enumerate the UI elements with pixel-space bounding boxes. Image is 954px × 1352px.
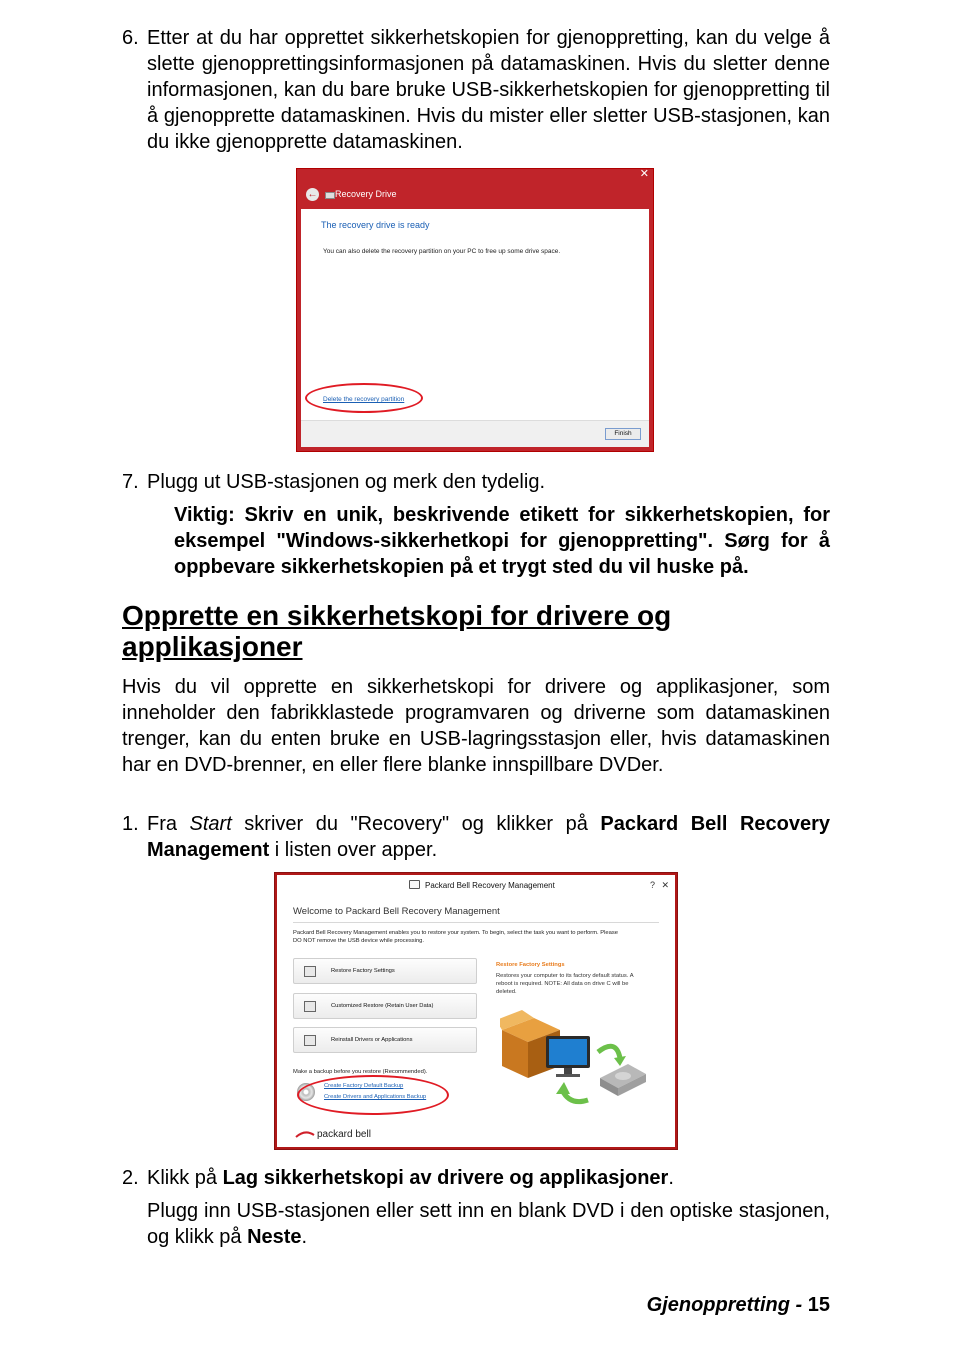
dialog-body: You can also delete the recovery partition on your PC to free up some drive space. xyxy=(323,248,561,255)
start-term: Start xyxy=(189,813,232,835)
create-drivers-applications-backup-link[interactable]: Create Drivers and Applications Backup xyxy=(324,1094,427,1100)
step-text: Etter at du har opprettet sikkerhetskopien for gjenoppretting, kan du velge å slette gjenopprettingsinformasjonen på datamaskinen. Hvis du sletter denne informasjonen, kan du bare bruke USB-sikkerhetskopien for gjenoppretting til å gjenopprette datamaskinen. Hvis du mister eller sletter USB-stasjonen, kan du ikke gjenopprette datamaskinen. xyxy=(147,27,830,153)
step-2 xyxy=(122,1165,830,1191)
window-title: Packard Bell Recovery Management xyxy=(425,881,555,890)
restore-factory-settings-button[interactable] xyxy=(293,958,477,984)
recovery-illustration-icon xyxy=(500,1008,660,1108)
intro-line: Packard Bell Recovery Management enables you to restore your system. To begin, select the task you want to perform. Please xyxy=(293,930,619,936)
option-label: Reinstall Drivers or Applications xyxy=(331,1037,413,1043)
description-line: Restores your computer to its factory default status. A xyxy=(496,973,634,979)
intro-text xyxy=(293,929,618,945)
recovery-management-screenshot xyxy=(274,872,678,1150)
divider xyxy=(293,922,659,923)
window-frame xyxy=(297,181,301,451)
intro-line: DO NOT remove the USB device while processing. xyxy=(293,938,425,944)
close-icon[interactable]: ✕ xyxy=(661,880,669,890)
step-text xyxy=(147,1165,830,1191)
packard-bell-logo-icon xyxy=(295,1131,315,1139)
window-frame xyxy=(297,447,653,451)
help-icon[interactable]: ? xyxy=(649,880,655,890)
highlight-circle xyxy=(305,383,423,413)
restore-icon xyxy=(304,966,316,977)
next-button-name: Neste xyxy=(247,1226,302,1248)
footer-label: Gjenoppretting - xyxy=(646,1294,803,1316)
app-icon xyxy=(409,880,420,889)
restore-title: Restore Factory Settings xyxy=(496,962,565,968)
step-number: 1. xyxy=(122,813,139,835)
section-heading: Opprette en sikkerhetskopi for drivere og applikasjoner xyxy=(122,600,672,662)
step-text: Plugg ut USB-stasjonen og merk den tydelig. xyxy=(147,471,545,493)
dialog-heading: The recovery drive is ready xyxy=(321,220,430,230)
text-run: . xyxy=(301,1226,308,1248)
description-line: reboot is required. NOTE: All data on drive C will be xyxy=(496,981,629,987)
logo-text: packard bell xyxy=(317,1129,371,1140)
recovery-drive-screenshot xyxy=(296,168,654,452)
app-name: Packard Bell Recovery Management xyxy=(147,813,830,861)
step-1 xyxy=(122,811,830,863)
reinstall-icon xyxy=(304,1035,316,1046)
drive-icon xyxy=(325,192,335,199)
step-number: 6. xyxy=(122,27,139,49)
option-label: Customized Restore (Retain User Data) xyxy=(331,1003,434,1009)
step-number: 7. xyxy=(122,471,139,493)
restore-description xyxy=(496,972,634,996)
text-run: Fra xyxy=(147,813,190,835)
backup-header: Make a backup before you restore (Recommended). xyxy=(293,1069,428,1075)
close-icon[interactable]: ✕ xyxy=(639,168,649,180)
back-arrow-icon[interactable]: ← xyxy=(307,189,318,200)
reinstall-drivers-button[interactable] xyxy=(293,1027,477,1053)
delete-recovery-partition-link[interactable]: Delete the recovery partition xyxy=(323,396,405,403)
text-run: i listen over apper. xyxy=(269,839,438,861)
title-bar xyxy=(301,181,649,209)
window-title: Recovery Drive xyxy=(335,189,397,199)
restore-icon xyxy=(304,1001,316,1012)
option-label: Restore Factory Settings xyxy=(331,968,395,974)
create-factory-default-backup-link[interactable]: Create Factory Default Backup xyxy=(324,1083,404,1089)
important-note: Viktig: Skriv en unik, beskrivende etikett for sikkerhetskopien, for eksempel "Windows-sikkerhetkopi for gjenoppretting". Sørg for å oppbevare sikkerhetskopien på et trygt sted du vil huske på. xyxy=(174,504,830,578)
page-number: 15 xyxy=(807,1294,830,1316)
step-text xyxy=(147,811,830,863)
highlight-circle xyxy=(297,1075,449,1115)
page-footer xyxy=(647,1293,830,1317)
welcome-heading: Welcome to Packard Bell Recovery Management xyxy=(293,906,500,917)
text-run: skriver du "Recovery" og klikker på xyxy=(231,813,601,835)
window-frame xyxy=(649,181,653,451)
step-number: 2. xyxy=(122,1167,139,1189)
window-frame xyxy=(297,169,653,181)
intro-paragraph: Hvis du vil opprette en sikkerhetskopi for drivere og applikasjoner, som inneholder den fabrikklastede programvaren og driverne som datamaskinen trenger, kan du enten bruke en USB-lagringsstasjon eller, hvis datamaskinen har en DVD-brenner, en eller flere blanke innspillbare DVDer. xyxy=(122,676,830,776)
customized-restore-button[interactable] xyxy=(293,993,477,1019)
step-2-instructions xyxy=(147,1198,830,1250)
description-line: deleted. xyxy=(496,989,517,995)
text-run: Plugg inn USB-stasjonen eller sett inn en blank DVD i den optiske stasjonen, og klikk på xyxy=(147,1200,830,1248)
text-run: . xyxy=(668,1167,674,1189)
text-run: Klikk på xyxy=(147,1167,223,1189)
step-7 xyxy=(122,469,830,495)
action-name: Lag sikkerhetskopi av drivere og applikasjoner xyxy=(222,1167,669,1189)
finish-button[interactable]: Finish xyxy=(605,428,641,440)
dialog-footer xyxy=(301,420,649,447)
step-6 xyxy=(122,25,830,155)
